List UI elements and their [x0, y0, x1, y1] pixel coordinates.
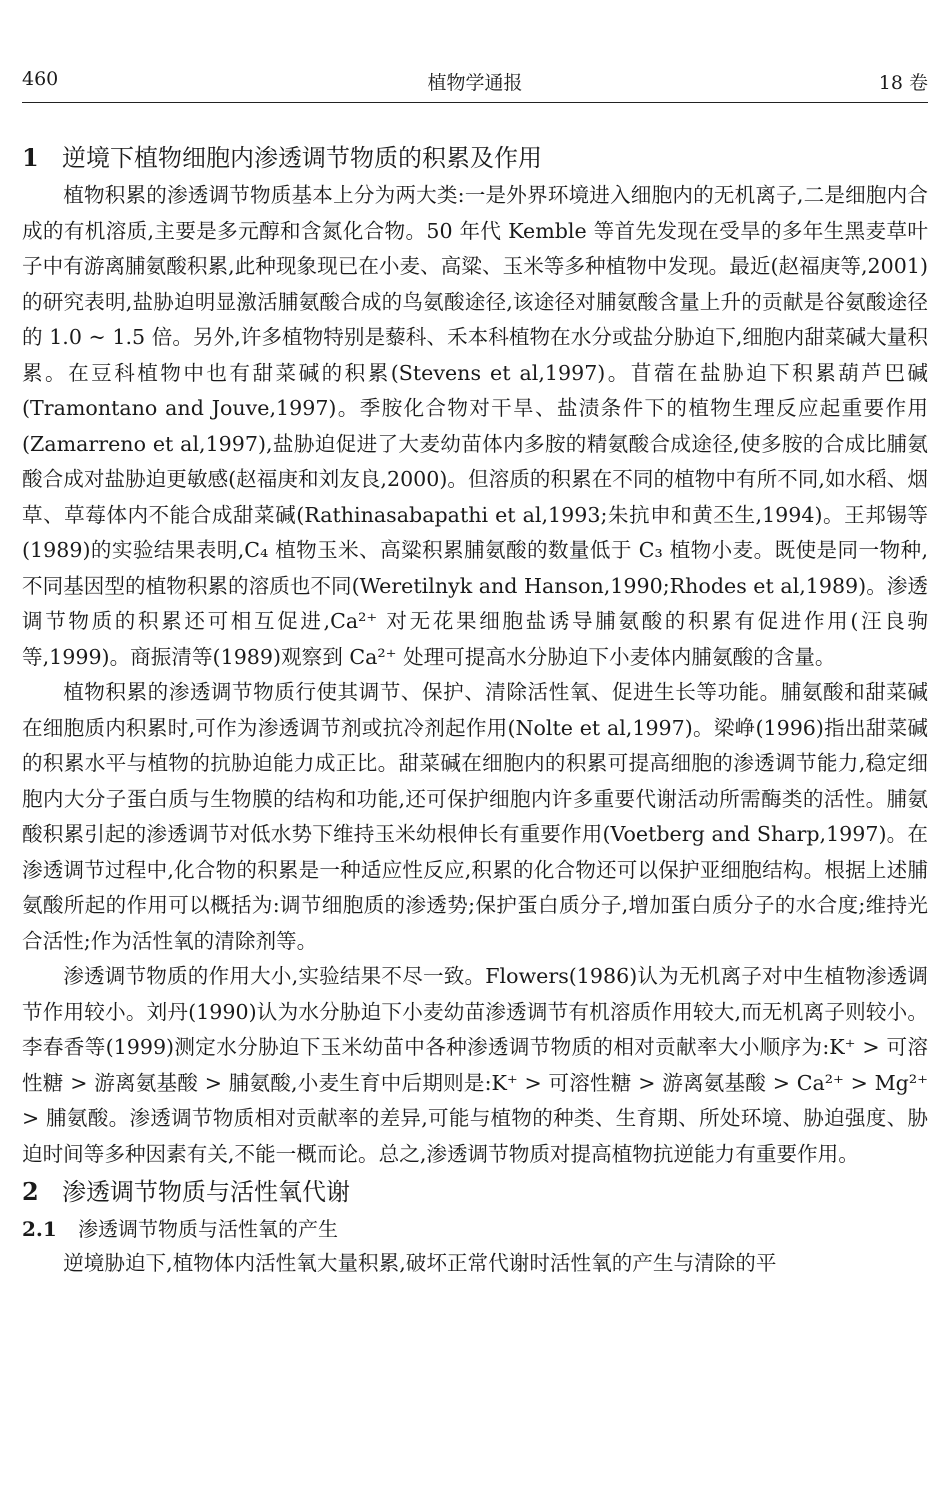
paragraph: 植物积累的渗透调节物质行使其调节、保护、清除活性氧、促进生长等功能。脯氨酸和甜菜碱在细胞质内积累时,可作为渗透调节剂或抗冷剂起作用(Nolte et al,1997)。梁峥(1996)指出甜菜碱的积累水平与植物的抗胁迫能力成正比。甜菜碱在细胞内的积累可提高细胞的渗透调节能力,稳定细胞内大分子蛋白质与生物膜的结构和功能,还可保护细胞内许多重要代谢活动所需酶类的活性。脯氨酸积累引起的渗透调节对低水势下维持玉米幼根伸长有重要作用(Voetberg and Sharp,1997)。在渗透调节过程中,化合物的积累是一种适应性反应,积累的化合物还可以保护亚细胞结构。根据上述脯氨酸所起的作用可以概括为:调节细胞质的渗透势;保护蛋白质分子,增加蛋白质分子的水合度;维持光合活性;作为活性氧的清除剂等。	[22, 680, 928, 953]
volume-label: 18 卷	[878, 72, 928, 94]
section-title: 渗透调节物质与活性氧代谢	[62, 1178, 350, 1206]
paragraph: 植物积累的渗透调节物质基本上分为两大类:一是外界环境进入细胞内的无机离子,二是细胞内合成的有机溶质,主要是多元醇和含氮化合物。50 年代 Kemble 等首先发现在受旱的多年生黑麦草叶子中有游离脯氨酸积累,此种现象现已在小麦、高粱、玉米等多种植物中发现。最近(赵福庚等,2001)的研究表明,盐胁迫明显激活脯氨酸合成的鸟氨酸途径,该途径对脯氨酸含量上升的贡献是谷氨酸途径的 1.0 ~ 1.5 倍。另外,许多植物特别是藜科、禾本科植物在水分或盐分胁迫下,细胞内甜菜碱大量积累。在豆科植物中也有甜菜碱的积累(Stevens et al,1997)。苜蓿在盐胁迫下积累葫芦巴碱(Tramontano and Jouve,1997)。季胺化合物对干旱、盐渍条件下的植物生理反应起重要作用(Zamarreno et al,1997),盐胁迫促进了大麦幼苗体内多胺的精氨酸合成途径,使多胺的合成比脯氨酸合成对盐胁迫更敏感(赵福庚和刘友良,2000)。但溶质的积累在不同的植物中有所不同,如水稻、烟草、草莓体内不能合成甜菜碱(Rathinasabapathi et al,1993;朱抗申和黄丕生,1994)。王邦锡等(1989)的实验结果表明,C₄ 植物玉米、高粱积累脯氨酸的数量低于 C₃ 植物小麦。既使是同一物种,不同基因型的植物积累的溶质也不同(Weretilnyk and Hanson,1990;Rhodes et al,1989)。渗透调节物质的积累还可相互促进,Ca²⁺ 对无花果细胞盐诱导脯氨酸的积累有促进作用(汪良驹等,1999)。商振清等(1989)观察到 Ca²⁺ 处理可提高水分胁迫下小麦体内脯氨酸的含量。	[22, 183, 928, 669]
header-rule	[22, 102, 928, 103]
journal-title: 植物学通报	[427, 72, 523, 94]
section-heading	[22, 1172, 928, 1212]
paragraph: 逆境胁迫下,植物体内活性氧大量积累,破坏正常代谢时活性氧的产生与清除的平	[63, 1251, 777, 1275]
subsection-title: 渗透调节物质与活性氧的产生	[78, 1217, 338, 1241]
section-number: 1	[22, 143, 39, 172]
subsection-heading	[22, 1212, 928, 1246]
section-number: 2	[22, 1177, 39, 1206]
running-header	[22, 68, 928, 96]
section-heading	[22, 138, 928, 178]
section-title: 逆境下植物细胞内渗透调节物质的积累及作用	[62, 144, 542, 172]
page-number: 460	[22, 68, 59, 90]
article-body	[22, 138, 928, 1282]
paragraph: 渗透调节物质的作用大小,实验结果不尽一致。Flowers(1986)认为无机离子对中生植物渗透调节作用较小。刘丹(1990)认为水分胁迫下小麦幼苗渗透调节有机溶质作用较大,而无机离子则较小。李春香等(1999)测定水分胁迫下玉米幼苗中各种渗透调节物质的相对贡献率大小顺序为:K⁺ > 可溶性糖 > 游离氨基酸 > 脯氨酸,小麦生育中后期则是:K⁺ > 可溶性糖 > 游离氨基酸 > Ca²⁺ > Mg²⁺ > 脯氨酸。渗透调节物质相对贡献率的差异,可能与植物的种类、生育期、所处环境、胁迫强度、胁迫时间等多种因素有关,不能一概而论。总之,渗透调节物质对提高植物抗逆能力有重要作用。	[22, 964, 928, 1166]
subsection-number: 2.1	[22, 1217, 57, 1241]
